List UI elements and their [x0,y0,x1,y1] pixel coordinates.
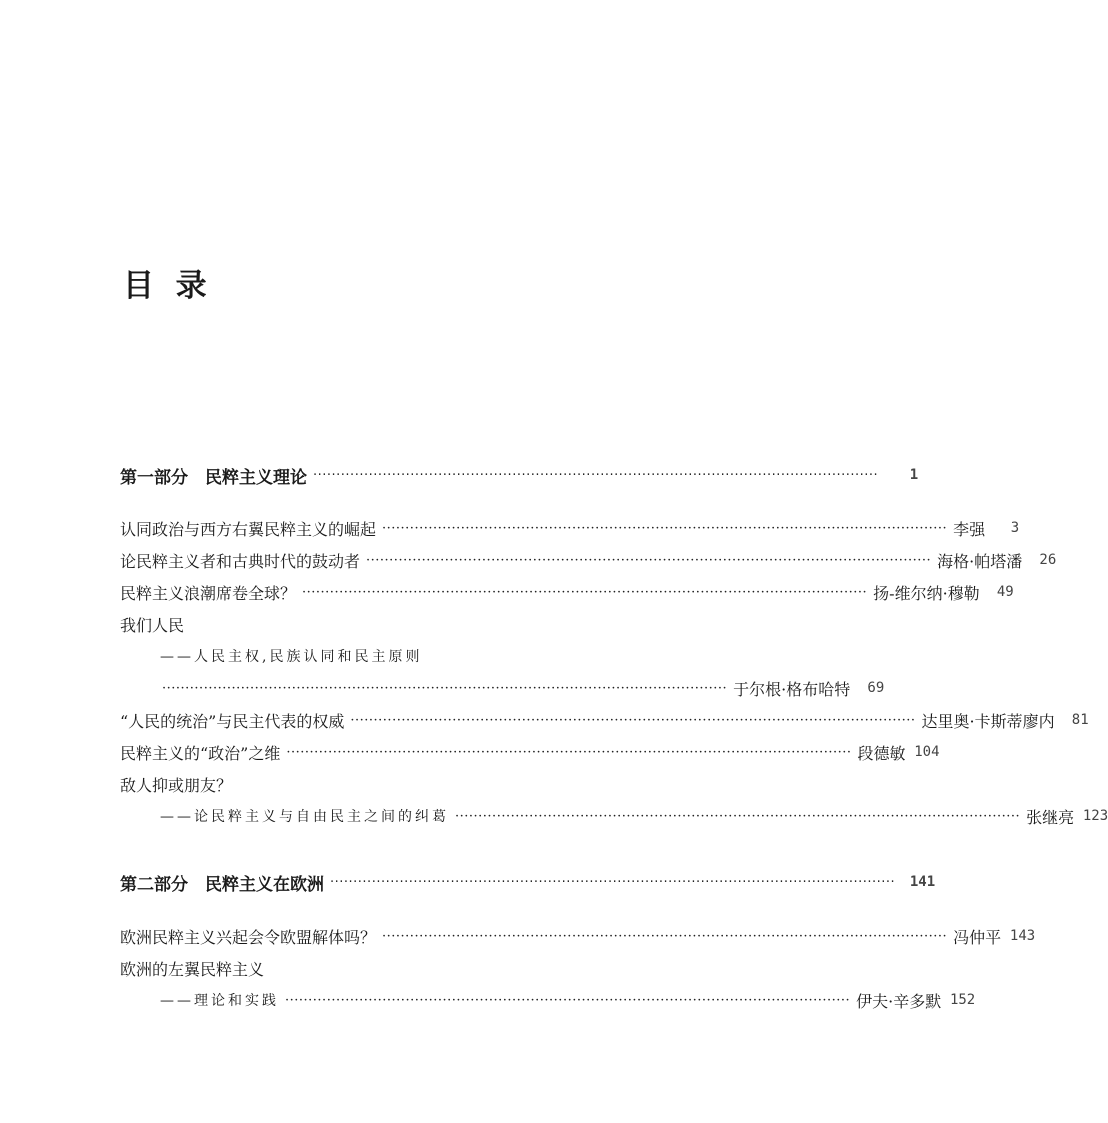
entry-author: 伊夫·辛多默 [856,991,942,1011]
page-number: 3 [1010,520,1020,536]
page-number: 81 [1071,712,1089,728]
toc-entry[interactable] [120,706,1089,734]
leader-dots: ·························································································································· [382,928,948,944]
leader-dots: ·························································································································· [313,467,879,483]
page-number: 123 [1082,808,1108,824]
page-number: 69 [867,680,885,696]
toc-entry[interactable] [120,578,1014,606]
entry-author: 于尔根·格布哈特 [733,679,851,699]
toc-entry[interactable] [120,922,1036,950]
leader-dots: ·························································································································· [366,552,932,568]
leader-dots: ·························································································································· [285,992,851,1008]
leader-dots: ·························································································································· [330,874,896,890]
entry-title: 民粹主义浪潮席卷全球？ [120,583,297,603]
entry-author: 张继亮 [1026,807,1075,827]
entry-subtitle: ——理论和实践 [160,993,279,1009]
toc-entry[interactable] [120,546,1057,574]
leader-dots: ·························································································································· [455,808,1021,824]
leader-dots: ·························································································································· [286,744,852,760]
part-label: 第二部分 民粹主义在欧洲 [120,874,324,895]
page-number: 1 [909,467,919,483]
toc-entry[interactable] [120,738,940,766]
toc-entry-title-line[interactable] [120,610,184,638]
toc-entry-title-line[interactable] [120,954,264,982]
leader-dots: ·························································································································· [382,520,948,536]
entry-author: 扬-维尔纳·穆勒 [873,583,980,603]
toc-entry-continuation[interactable] [162,674,885,702]
toc-entry[interactable] [120,514,1020,542]
page-title: 目 录 [123,268,207,304]
part-label: 第一部分 民粹主义理论 [120,467,307,488]
leader-dots: ·························································································································· [302,584,868,600]
entry-title: 论民粹主义者和古典时代的鼓动者 [120,551,361,571]
toc-entry-subtitle-line[interactable] [160,802,1108,830]
entry-author: 李强 [953,519,986,539]
entry-title: 敌人抑或朋友？ [120,775,233,795]
entry-author: 冯仲平 [953,927,1002,947]
entry-title: 民粹主义的“政治”之维 [120,743,281,763]
leader-dots: ·························································································································· [162,680,728,696]
entry-title: 欧洲民粹主义兴起会令欧盟解体吗？ [120,927,377,947]
page-number: 152 [949,992,976,1008]
page-number: 143 [1009,928,1036,944]
entry-title: 我们人民 [120,615,185,635]
toc-entry-title-line[interactable] [120,770,232,798]
toc-entry-subtitle-line [160,642,422,670]
entry-title: 认同政治与西方右翼民粹主义的崛起 [120,519,377,539]
leader-dots: ·························································································································· [350,712,916,728]
toc-entry-subtitle-line[interactable] [160,986,976,1014]
page-number: 26 [1039,552,1057,568]
entry-author: 海格·帕塔潘 [937,551,1023,571]
entry-subtitle: ——论民粹主义与自由民主之间的纠葛 [160,809,449,825]
toc-part-heading[interactable] [120,461,919,489]
page-number: 141 [909,874,936,890]
page-number: 104 [914,744,940,760]
page-number: 49 [996,584,1014,600]
entry-author: 段德敏 [857,743,906,763]
toc-part-heading[interactable] [120,868,936,896]
entry-title: 欧洲的左翼民粹主义 [120,959,265,979]
entry-subtitle: ——人民主权,民族认同和民主原则 [160,649,423,665]
entry-author: 达里奥·卡斯蒂廖内 [921,711,1055,731]
entry-title: “人民的统治”与民主代表的权威 [120,711,345,731]
